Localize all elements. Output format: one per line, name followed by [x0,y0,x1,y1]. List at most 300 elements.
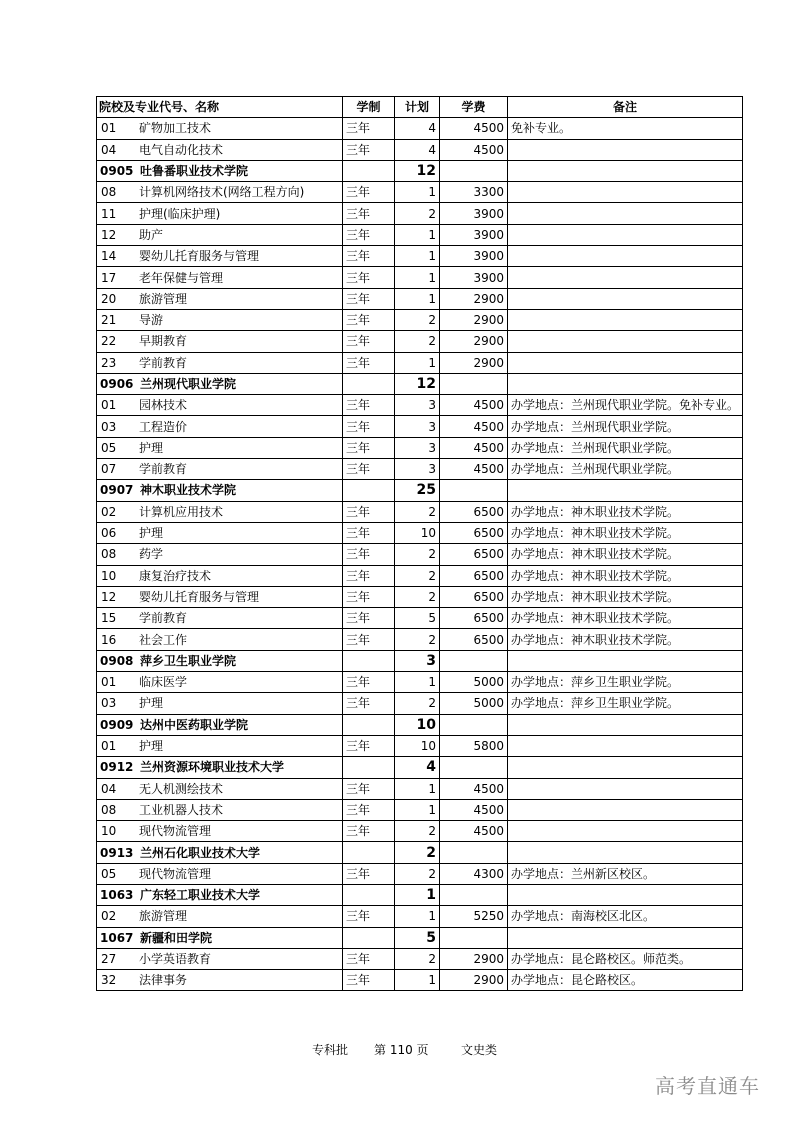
major-row [97,799,743,820]
school-plan: 4 [395,757,440,778]
header-plan: 计划 [395,97,440,118]
school-name: 吐鲁番职业技术学院 [140,164,249,179]
major-duration: 三年 [343,522,395,543]
major-name: 药学 [139,547,164,562]
footer-batch: 专科批 [312,1043,349,1057]
major-remarks [508,735,743,756]
major-remarks: 办学地点：昆仑路校区。师范类。 [508,948,743,969]
major-duration: 三年 [343,821,395,842]
major-row [97,821,743,842]
major-row [97,565,743,586]
major-plan: 1 [395,799,440,820]
major-fee: 5250 [440,906,508,927]
major-name: 学前教育 [139,462,188,477]
school-name: 神木职业技术学院 [140,483,237,498]
major-duration: 三年 [343,693,395,714]
school-code: 0907 [100,483,134,498]
major-remarks [508,778,743,799]
major-remarks: 办学地点：神木职业技术学院。 [508,629,743,650]
major-fee: 4500 [440,437,508,458]
school-plan: 12 [395,373,440,394]
major-fee: 6500 [440,586,508,607]
major-row [97,139,743,160]
major-name: 护理 [139,440,164,455]
major-code: 02 [101,909,117,924]
major-cell [97,437,343,458]
major-cell [97,395,343,416]
remarks-cell [508,480,743,501]
major-fee: 4500 [440,459,508,480]
major-remarks [508,267,743,288]
school-code: 0906 [100,377,134,391]
major-remarks [508,288,743,309]
major-duration: 三年 [343,586,395,607]
major-plan: 2 [395,501,440,522]
major-cell [97,693,343,714]
major-row [97,693,743,714]
major-row [97,437,743,458]
remarks-cell [508,842,743,863]
watermark: 高考直通车 [655,1074,760,1098]
major-fee: 4500 [440,118,508,139]
major-plan: 3 [395,459,440,480]
major-remarks [508,224,743,245]
major-fee: 6500 [440,501,508,522]
major-fee: 5800 [440,735,508,756]
school-row [97,927,743,948]
major-plan: 2 [395,863,440,884]
fee-cell [440,160,508,181]
major-fee: 3300 [440,182,508,203]
duration-cell [343,373,395,394]
major-name: 现代物流管理 [139,866,212,881]
major-fee: 6500 [440,544,508,565]
major-row [97,267,743,288]
fee-cell [440,373,508,394]
major-row [97,395,743,416]
major-plan: 1 [395,906,440,927]
major-name: 婴幼儿托育服务与管理 [139,249,260,264]
major-remarks [508,331,743,352]
school-cell [97,842,343,863]
major-remarks: 办学地点：兰州现代职业学院。 [508,416,743,437]
school-code: 1063 [100,888,134,903]
remarks-cell [508,757,743,778]
major-row [97,970,743,991]
remarks-cell [508,927,743,948]
major-code: 05 [101,440,117,455]
header-duration: 学制 [343,97,395,118]
major-code: 32 [101,973,117,988]
major-code: 10 [101,824,117,839]
school-name: 萍乡卫生职业学院 [140,653,237,668]
major-cell [97,778,343,799]
major-row [97,224,743,245]
major-fee: 2900 [440,288,508,309]
major-fee: 3900 [440,203,508,224]
major-row [97,118,743,139]
major-cell [97,608,343,629]
major-cell [97,735,343,756]
major-row [97,352,743,373]
major-cell [97,182,343,203]
major-cell [97,309,343,330]
major-row [97,629,743,650]
major-name: 旅游管理 [139,909,188,924]
major-fee: 6500 [440,629,508,650]
major-code: 07 [101,462,117,477]
major-code: 01 [101,675,117,690]
major-fee: 6500 [440,608,508,629]
major-cell [97,501,343,522]
major-remarks [508,203,743,224]
major-plan: 1 [395,970,440,991]
major-duration: 三年 [343,331,395,352]
major-duration: 三年 [343,863,395,884]
major-fee: 2900 [440,331,508,352]
major-name: 学前教育 [139,355,188,370]
major-plan: 2 [395,821,440,842]
major-duration: 三年 [343,799,395,820]
school-cell [97,757,343,778]
major-duration: 三年 [343,608,395,629]
major-remarks: 免补专业。 [508,118,743,139]
remarks-cell [508,650,743,671]
major-cell [97,863,343,884]
duration-cell [343,927,395,948]
major-duration: 三年 [343,948,395,969]
major-code: 12 [101,227,117,242]
major-fee: 4500 [440,799,508,820]
school-row [97,160,743,181]
school-row [97,757,743,778]
major-remarks [508,352,743,373]
major-duration: 三年 [343,246,395,267]
major-duration: 三年 [343,437,395,458]
major-remarks: 办学地点：神木职业技术学院。 [508,586,743,607]
major-name: 护理 [139,526,164,541]
major-plan: 10 [395,522,440,543]
major-name: 现代物流管理 [139,824,212,839]
school-plan: 10 [395,714,440,735]
major-name: 早期教育 [139,334,188,349]
major-row [97,416,743,437]
major-code: 08 [101,185,117,200]
major-duration: 三年 [343,970,395,991]
major-fee: 4500 [440,778,508,799]
table-body [97,118,743,991]
duration-cell [343,757,395,778]
major-name: 临床医学 [139,675,188,690]
major-code: 11 [101,206,117,221]
major-cell [97,139,343,160]
major-plan: 2 [395,586,440,607]
major-code: 10 [101,568,117,583]
major-remarks: 办学地点：神木职业技术学院。 [508,565,743,586]
major-fee: 2900 [440,352,508,373]
major-name: 导游 [139,313,164,328]
major-plan: 2 [395,544,440,565]
major-name: 助产 [139,227,164,242]
major-code: 04 [101,781,117,796]
major-fee: 4500 [440,416,508,437]
major-code: 08 [101,547,117,562]
major-name: 旅游管理 [139,291,188,306]
major-row [97,309,743,330]
major-remarks: 办学地点：兰州现代职业学院。 [508,459,743,480]
major-name: 计算机网络技术(网络工程方向) [139,185,305,200]
major-fee: 2900 [440,970,508,991]
major-code: 01 [101,398,117,413]
major-duration: 三年 [343,501,395,522]
major-row [97,203,743,224]
major-remarks: 办学地点：兰州现代职业学院。免补专业。 [508,395,743,416]
major-code: 05 [101,866,117,881]
major-fee: 3900 [440,224,508,245]
major-fee: 6500 [440,565,508,586]
school-cell [97,160,343,181]
major-name: 小学英语教育 [139,952,212,967]
remarks-cell [508,160,743,181]
school-name: 兰州石化职业技术大学 [140,845,261,860]
major-duration: 三年 [343,288,395,309]
major-cell [97,246,343,267]
major-name: 护理 [139,739,164,754]
duration-cell [343,480,395,501]
major-code: 06 [101,526,117,541]
major-code: 17 [101,270,117,285]
major-remarks [508,182,743,203]
major-remarks: 办学地点：神木职业技术学院。 [508,522,743,543]
major-cell [97,586,343,607]
fee-cell [440,480,508,501]
major-name: 工程造价 [139,419,188,434]
school-cell [97,373,343,394]
school-plan: 3 [395,650,440,671]
major-remarks: 办学地点：神木职业技术学院。 [508,608,743,629]
fee-cell [440,650,508,671]
duration-cell [343,650,395,671]
major-name: 婴幼儿托育服务与管理 [139,589,260,604]
school-code: 1067 [100,930,134,945]
major-row [97,459,743,480]
major-plan: 1 [395,182,440,203]
major-cell [97,118,343,139]
major-row [97,863,743,884]
major-plan: 10 [395,735,440,756]
major-duration: 三年 [343,906,395,927]
major-cell [97,331,343,352]
major-code: 01 [101,121,117,136]
major-cell [97,970,343,991]
major-plan: 4 [395,118,440,139]
major-cell [97,459,343,480]
school-name: 兰州现代职业学院 [140,377,237,391]
major-name: 工业机器人技术 [139,802,224,817]
major-row [97,608,743,629]
school-cell [97,927,343,948]
major-cell [97,288,343,309]
major-fee: 5000 [440,672,508,693]
school-name: 广东轻工职业技术大学 [140,888,261,903]
major-plan: 2 [395,948,440,969]
major-plan: 1 [395,246,440,267]
major-cell [97,416,343,437]
major-duration: 三年 [343,309,395,330]
major-plan: 2 [395,309,440,330]
school-row [97,650,743,671]
major-plan: 1 [395,224,440,245]
major-code: 12 [101,589,117,604]
major-name: 社会工作 [139,632,188,647]
major-code: 22 [101,334,117,349]
major-remarks [508,246,743,267]
major-duration: 三年 [343,182,395,203]
major-plan: 4 [395,139,440,160]
major-duration: 三年 [343,395,395,416]
major-plan: 2 [395,693,440,714]
major-fee: 3900 [440,246,508,267]
duration-cell [343,160,395,181]
major-plan: 3 [395,437,440,458]
major-cell [97,948,343,969]
header-remarks: 备注 [508,97,743,118]
major-plan: 2 [395,331,440,352]
duration-cell [343,842,395,863]
major-remarks [508,139,743,160]
major-plan: 5 [395,608,440,629]
major-code: 27 [101,952,117,967]
major-cell [97,629,343,650]
footer-page-number: 第 110 页 [374,1043,429,1057]
major-cell [97,352,343,373]
major-plan: 1 [395,672,440,693]
major-name: 园林技术 [139,398,188,413]
major-plan: 1 [395,352,440,373]
major-row [97,182,743,203]
school-row [97,373,743,394]
remarks-cell [508,714,743,735]
major-name: 护理(临床护理) [139,206,221,221]
school-code: 0908 [100,653,134,668]
major-cell [97,544,343,565]
school-name: 达州中医药职业学院 [140,717,249,732]
major-cell [97,203,343,224]
major-remarks: 办学地点：昆仑路校区。 [508,970,743,991]
major-code: 04 [101,142,117,157]
major-cell [97,267,343,288]
major-row [97,522,743,543]
fee-cell [440,884,508,905]
major-remarks: 办学地点：兰州现代职业学院。 [508,437,743,458]
school-row [97,714,743,735]
major-duration: 三年 [343,629,395,650]
school-code: 0912 [100,760,134,775]
major-duration: 三年 [343,735,395,756]
major-cell [97,821,343,842]
header-school-major: 院校及专业代号、名称 [97,97,343,118]
school-plan: 25 [395,480,440,501]
major-duration: 三年 [343,459,395,480]
major-row [97,778,743,799]
major-remarks [508,309,743,330]
footer-category: 文史类 [461,1043,498,1057]
school-plan: 1 [395,884,440,905]
major-name: 康复治疗技术 [139,568,212,583]
major-cell [97,672,343,693]
school-name: 兰州资源环境职业技术大学 [140,760,285,775]
major-cell [97,565,343,586]
major-remarks: 办学地点：萍乡卫生职业学院。 [508,672,743,693]
major-duration: 三年 [343,224,395,245]
school-row [97,480,743,501]
major-plan: 2 [395,629,440,650]
header-fee: 学费 [440,97,508,118]
fee-cell [440,757,508,778]
major-code: 02 [101,504,117,519]
major-fee: 2900 [440,948,508,969]
major-code: 23 [101,355,117,370]
major-name: 学前教育 [139,611,188,626]
major-fee: 4500 [440,821,508,842]
major-duration: 三年 [343,139,395,160]
major-fee: 5000 [440,693,508,714]
major-row [97,586,743,607]
major-duration: 三年 [343,778,395,799]
major-name: 矿物加工技术 [139,121,212,136]
remarks-cell [508,884,743,905]
major-cell [97,522,343,543]
major-remarks: 办学地点：兰州新区校区。 [508,863,743,884]
major-code: 16 [101,632,117,647]
major-remarks: 办学地点：南海校区北区。 [508,906,743,927]
admission-plan-table [96,96,743,991]
major-fee: 2900 [440,309,508,330]
major-fee: 4300 [440,863,508,884]
major-remarks: 办学地点：萍乡卫生职业学院。 [508,693,743,714]
table-header-row [97,97,743,118]
major-code: 20 [101,291,117,306]
school-cell [97,884,343,905]
major-plan: 3 [395,416,440,437]
major-fee: 3900 [440,267,508,288]
fee-cell [440,714,508,735]
major-duration: 三年 [343,118,395,139]
major-code: 08 [101,802,117,817]
school-plan: 12 [395,160,440,181]
major-row [97,501,743,522]
major-code: 01 [101,739,117,754]
major-plan: 1 [395,267,440,288]
major-fee: 4500 [440,395,508,416]
school-cell [97,480,343,501]
major-cell [97,799,343,820]
major-row [97,735,743,756]
major-code: 03 [101,696,117,711]
major-remarks: 办学地点：神木职业技术学院。 [508,501,743,522]
major-cell [97,224,343,245]
major-duration: 三年 [343,416,395,437]
major-plan: 1 [395,778,440,799]
major-fee: 6500 [440,522,508,543]
fee-cell [440,927,508,948]
school-row [97,884,743,905]
school-cell [97,714,343,735]
major-duration: 三年 [343,544,395,565]
duration-cell [343,714,395,735]
major-name: 护理 [139,696,164,711]
major-remarks [508,799,743,820]
